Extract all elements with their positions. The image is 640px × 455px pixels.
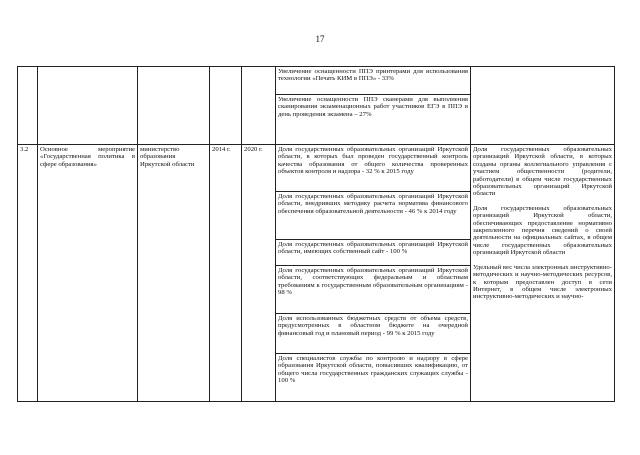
indicator-item: Доля государственных образовательных организаций Иркутской области, соответствующих федеральным и областным требованиям к государственным образовательным организациям - 98 % <box>276 266 470 314</box>
indicator-item: Увеличение оснащенности ППЭ сканерами для выполнения сканирования экзаменационных работ участников ЕГЭ в ППЭ в день проведения экзамена – 27% <box>278 96 468 118</box>
cell-results <box>471 67 615 145</box>
table-row <box>18 145 615 402</box>
indicator-item: Доля государственных образовательных организаций Иркутской области, в которых был проведен государственный контроль качества образования от общего количества проверенных объектов контроля и надзора - 32 % к 2015 году <box>276 145 470 192</box>
cell-start-year: 2014 г. <box>210 145 242 402</box>
program-table <box>17 66 615 402</box>
cell-activity: Основное мероприятие «Государственная политика в сфере образования» <box>38 145 138 402</box>
cell-activity <box>38 67 138 145</box>
cell-start-year <box>210 67 242 145</box>
result-item: Доля государственных образовательных организаций Иркутской области, обеспечивающих предоставление нормативно закрепленного перечня сведений о своей деятельности на официальных сайтах, в общем числе государственных образовательных организаций Иркутской области <box>473 204 612 257</box>
indicator-item: Увеличение оснащенности ППЭ принтерами для использования технологии «Печать КИМ в ППЭ» - 33% <box>276 67 470 95</box>
cell-end-year: 2020 г. <box>242 145 276 402</box>
indicator-item: Доля использованных бюджетных средств от объема средств, предусмотренных в областном бюджете на очередной финансовый год и плановый период - 99 % к 2015 году <box>276 314 470 354</box>
cell-indicators <box>276 67 471 145</box>
page-number: 17 <box>315 34 325 44</box>
result-item: Удельный вес числа электронных инструктивно-методических и научно-методических ресурсов, к которым предоставлен доступ в сети Интернет, в общем числе электронных инструктивно-методических и научно- <box>473 263 612 301</box>
cell-number: 3.2 <box>18 145 38 402</box>
cell-executor <box>138 67 210 145</box>
table-row <box>18 67 615 145</box>
cell-results <box>471 145 615 402</box>
cell-executor: министерство образования Иркутской области <box>138 145 210 402</box>
cell-end-year <box>242 67 276 145</box>
cell-number <box>18 67 38 145</box>
result-item: Доля государственных образовательных организаций Иркутской области, в которых созданы органы коллегиального управления с участием общественности (родители, работодатели) в общем числе государственных образовательных организаций Иркутской области <box>473 146 612 198</box>
indicator-item: Доля государственных образовательных организаций Иркутской области, имеющих собственный сайт - 100 % <box>276 240 470 266</box>
indicator-item: Доля специалистов службы по контролю и надзору в сфере образования Иркутской области, повысивших квалификацию, от общего числа государственных гражданских служащих службы - 100 % <box>278 355 468 385</box>
indicator-item: Доля государственных образовательных организаций Иркутской области, внедривших методику расчета норматива финансового обеспечения образовательной деятельности - 46 % к 2014 году <box>276 192 470 240</box>
cell-indicators <box>276 145 471 402</box>
